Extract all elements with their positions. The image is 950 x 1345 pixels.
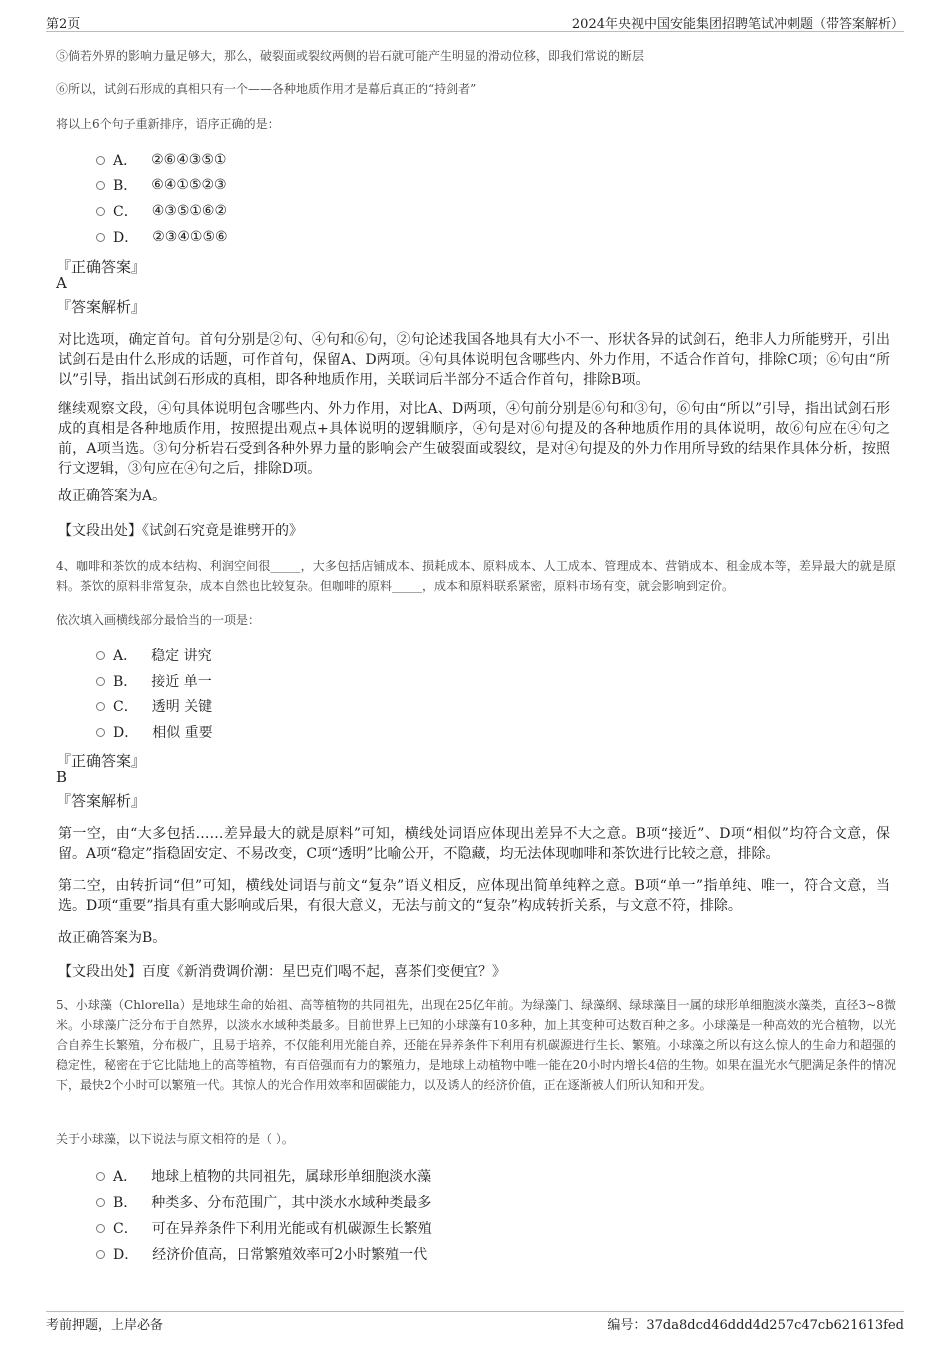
answer-label: 『正确答案』 [56,258,147,276]
q5-option-d[interactable]: D． 经济价值高，日常繁殖效率可2小时繁殖一代 [96,1244,427,1264]
footer-slogan: 考前押题，上岸必备 [46,1318,164,1333]
analysis-paragraph: 继续观察文段，④句具体说明包含哪些内、外力作用，对比A、D两项，④句前分别是⑥句和③句，⑥句由“所以”引导，指出试剑石形成的真相是各种地质作用，按照提出观点+具体说明的逻辑顺序，④句是对⑥句提及的各种地质作用的具体说明，故⑥句应在④句之前，A项当选。③句分析岩石受到各种外界力量的影响会产生破裂面或裂纹，是对④句提及的外力作用所导致的结果作具体分析，按照行文逻辑，③句应在④句之后，排除D项。 [58,401,890,477]
sentence-6: ⑥所以，试剑石形成的真相只有一个——各种地质作用才是幕后真正的“持剑者” [56,82,477,96]
page-number: 第2页 [46,17,81,32]
radio-icon[interactable] [96,728,105,737]
answer-label: 『正确答案』 [56,752,147,770]
analysis-label: 『答案解析』 [56,792,147,810]
q4-option-c[interactable]: C． 透明 关键 [96,696,212,716]
sentence-5: ⑤倘若外界的影响力量足够大，那么，破裂面或裂纹两侧的岩石就可能产生明显的滑动位移，即我们常说的断层 [56,49,645,63]
radio-icon[interactable] [96,651,105,660]
q5-option-a[interactable]: A． 地球上植物的共同祖先，属球形单细胞淡水藻 [96,1166,431,1186]
radio-icon[interactable] [96,156,105,165]
q3-option-a[interactable]: A． ②⑥④③⑤① [96,150,226,170]
analysis-conclusion: 故正确答案为A。 [58,488,167,504]
source-citation: 【文段出处】百度《新消费调价潮：星巴克们喝不起，喜茶们变便宜？》 [58,964,506,980]
analysis-conclusion: 故正确答案为B。 [58,930,167,946]
footer-code [607,1314,904,1333]
analysis-paragraph: 对比选项，确定首句。首句分别是②句、④句和⑥句，②句论述我国各地具有大小不一、形状各异的试剑石，绝非人力所能劈开，引出试剑石是由什么形成的话题，可作首句，保留A、D两项。④句具体说明包含哪些内、外力作用，不适合作首句，排除C项；⑥句由“所以”引导，指出试剑石形成的真相，即各种地质作用，关联词后半部分不适合作首句，排除B项。 [58,332,890,388]
radio-icon[interactable] [96,677,105,686]
q5-option-c[interactable]: C． 可在异养条件下利用光能或有机碳源生长繁殖 [96,1218,432,1238]
q4-option-b[interactable]: B． 接近 单一 [96,671,212,691]
footer-divider [46,1311,904,1312]
q5-option-b[interactable]: B． 种类多、分布范围广，其中淡水水域种类最多 [96,1192,431,1212]
radio-icon[interactable] [96,207,105,216]
radio-icon[interactable] [96,702,105,711]
header-divider [46,31,904,32]
analysis-label: 『答案解析』 [56,298,147,316]
radio-icon[interactable] [96,181,105,190]
radio-icon[interactable] [96,1198,105,1207]
q4-option-d[interactable]: D． 相似 重要 [96,722,213,742]
question-stem: 5、小球藻（Chlorella）是地球生命的始祖、高等植物的共同祖先，出现在25亿年前。为绿藻门、绿藻纲、绿球藻目一属的球形单细胞淡水藻类，直径3~8微米。小球藻广泛分布于自然界，以淡水水域种类最多。目前世界上已知的小球藻有10多种，加上其变种可达数百种之多。小球藻是一种高效的光合植物，以光合自养生长繁殖，分布极广，且易于培养，不仅能利用光能自养，还能在异养条件下利用有机碳源进行生长、繁殖。小球藻之所以有这么惊人的生命力和超强的稳定性，秘密在于它比陆地上的高等植物，有百倍强而有力的繁殖力，是地球上动植物中唯一能在20小时内增长4倍的生物。如果在温光水气肥满足条件的情况下，最快2个小时可以繁殖一代。其惊人的光合作用效率和固碳能力，以及诱人的经济价值，正在逐渐被人们所认知和开发。 [56,998,897,1092]
question-stem: 4、咖啡和茶饮的成本结构、利润空间很_____，大多包括店铺成本、损耗成本、原料成本、人工成本、管理成本、营销成本、租金成本等，差异最大的就是原料。茶饮的原料非常复杂，成本自然也比较复杂。但咖啡的原料_____，成本和原料联系紧密，原料市场有变，就会影响到定价。 [56,559,896,593]
analysis-paragraph: 第一空，由“大多包括……差异最大的就是原料”可知，横线处词语应体现出差异不大之意。B项“接近”、D项“相似”均符合文意，保留。A项“稳定”指稳固安定、不易改变，C项“透明”比喻公开，不隐藏，均无法体现咖啡和茶饮进行比较之意，排除。 [58,826,890,862]
question-prompt: 关于小球藻，以下说法与原文相符的是（ ）。 [56,1132,294,1146]
source-citation: 【文段出处】《试剑石究竟是谁劈开的》 [58,523,303,539]
q3-option-d[interactable]: D． ②③④①⑤⑥ [96,227,228,247]
analysis-paragraph: 第二空，由转折词“但”可知，横线处词语与前文“复杂”语义相反，应体现出简单纯粹之意。B项“单一”指单纯、唯一，符合文意，当选。D项“重要”指具有重大影响或后果，有很大意义，无法与前文的“复杂”构成转折关系，与文意不符，排除。 [58,878,890,914]
radio-icon[interactable] [96,233,105,242]
answer-value: B [56,768,68,786]
radio-icon[interactable] [96,1172,105,1181]
q3-option-c[interactable]: C． ④③⑤①⑥② [96,201,227,221]
code-value: 37da8dcd46ddd4d257c47cb621613fed [646,1318,904,1333]
code-label: 编号： [607,1318,647,1333]
q4-option-a[interactable]: A． 稳定 讲究 [96,645,212,665]
question-prompt: 依次填入画横线部分最恰当的一项是： [56,613,261,627]
radio-icon[interactable] [96,1224,105,1233]
answer-value: A [56,274,67,292]
question-prompt: 将以上6个句子重新排序，语序正确的是： [56,117,280,131]
q3-option-b[interactable]: B． ⑥④①⑤②③ [96,175,227,195]
document-title: 2024年央视中国安能集团招聘笔试冲刺题（带答案解析） [571,17,904,32]
radio-icon[interactable] [96,1250,105,1259]
